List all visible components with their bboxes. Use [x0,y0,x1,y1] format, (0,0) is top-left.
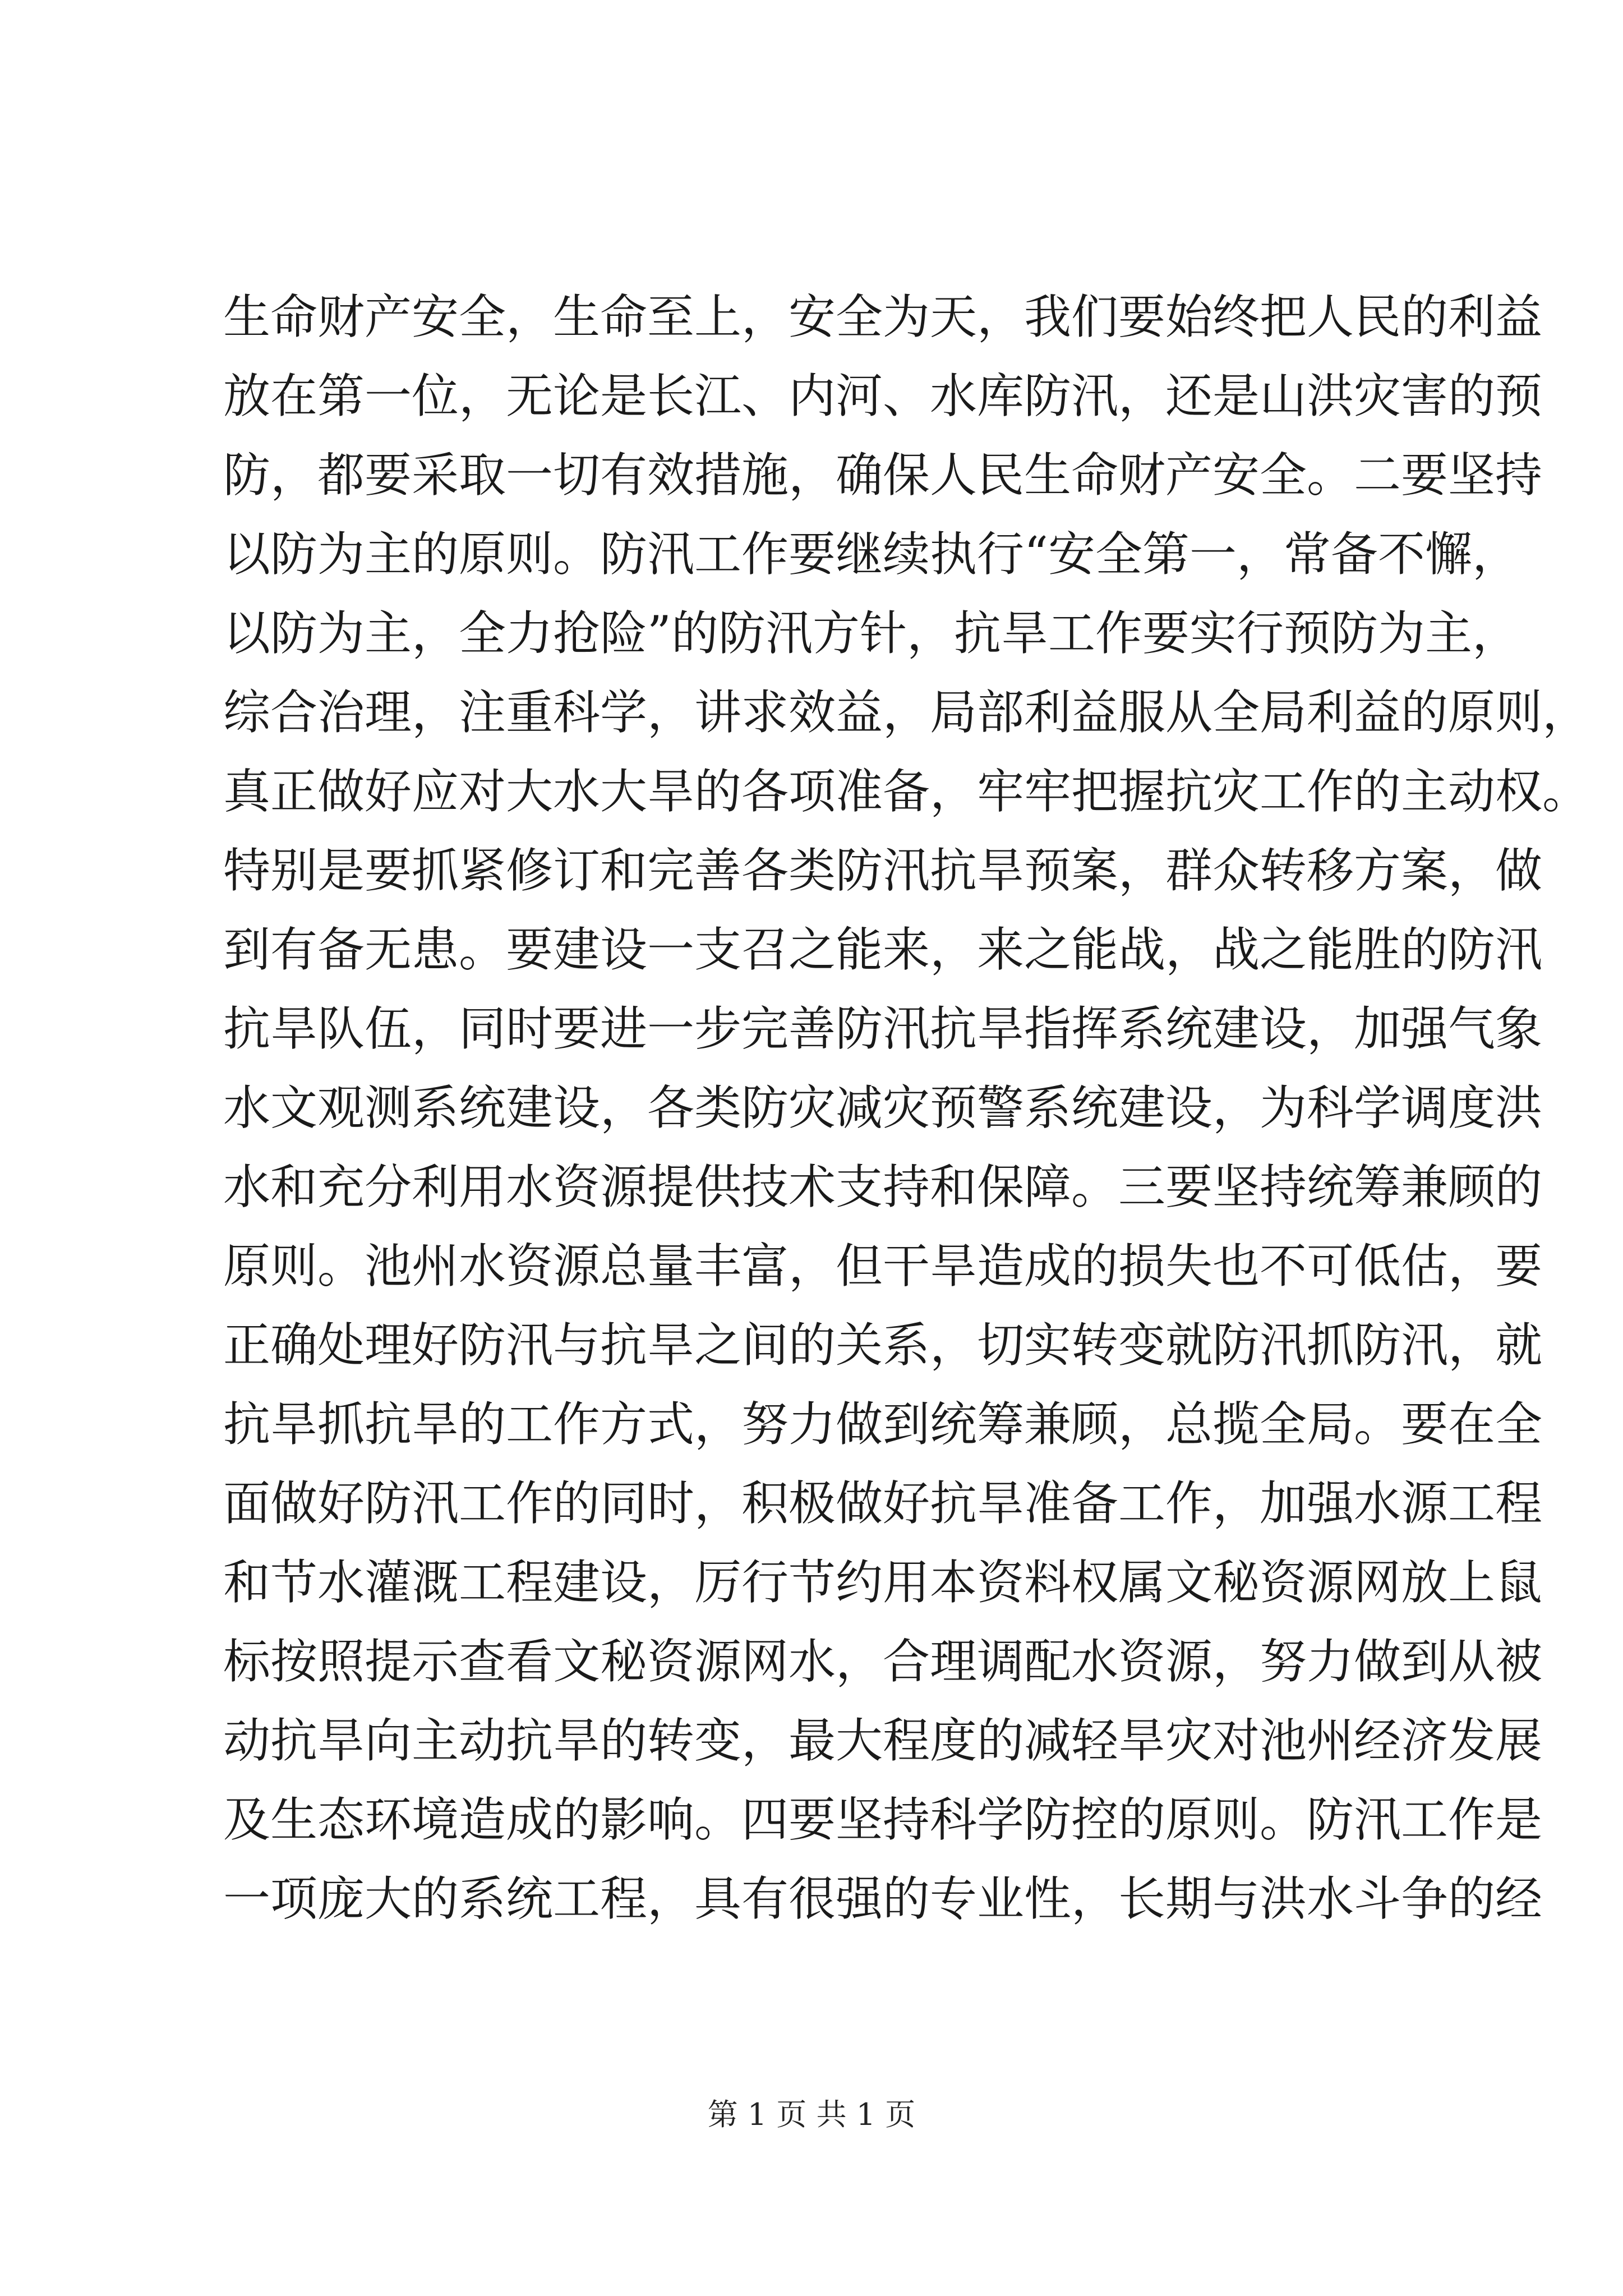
text-line: 防，都要采取一切有效措施，确保人民生命财产安全。二要坚持 [223,448,1543,503]
text-line: 抗旱队伍，同时要进一步完善防汛抗旱指挥系统建设，加强气象 [223,1001,1543,1056]
text-line: 以防为主，全力抢险”的防汛方针，抗旱工作要实行预防为主， [223,606,1519,661]
text-line: 一项庞大的系统工程，具有很强的专业性，长期与洪水斗争的经 [223,1871,1543,1926]
text-line: 和节水灌溉工程建设，厉行节约用本资料权属文秘资源网放上鼠 [223,1555,1543,1610]
text-line: 面做好防汛工作的同时，积极做好抗旱准备工作，加强水源工程 [223,1476,1543,1531]
text-line: 放在第一位，无论是长江、内河、水库防汛，还是山洪灾害的预 [223,369,1543,424]
text-line: 以防为主的原则。防汛工作要继续执行“安全第一，常备不懈， [223,527,1519,582]
text-line: 到有备无患。要建设一支召之能来，来之能战，战之能胜的防汛 [223,922,1543,977]
text-line: 及生态环境造成的影响。四要坚持科学防控的原则。防汛工作是 [223,1792,1543,1847]
text-line: 水文观测系统建设，各类防灾减灾预警系统建设，为科学调度洪 [223,1080,1543,1135]
text-line: 特别是要抓紧修订和完善各类防汛抗旱预案，群众转移方案，做 [223,843,1543,898]
text-line: 正确处理好防汛与抗旱之间的关系，切实转变就防汛抓防汛，就 [223,1318,1543,1373]
page-footer: 第 1 页 共 1 页 [707,2097,916,2132]
text-line: 水和充分利用水资源提供技术支持和保障。三要坚持统筹兼顾的 [223,1159,1543,1214]
text-line: 动抗旱向主动抗旱的转变，最大程度的减轻旱灾对池州经济发展 [223,1713,1543,1768]
text-line: 抗旱抓抗旱的工作方式，努力做到统筹兼顾，总揽全局。要在全 [223,1397,1543,1452]
text-line: 标按照提示查看文秘资源网水，合理调配水资源，努力做到从被 [223,1634,1543,1689]
text-line: 原则。池州水资源总量丰富，但干旱造成的损失也不可低估，要 [223,1239,1543,1294]
text-line: 综合治理，注重科学，讲求效益，局部利益服从全局利益的原则， [223,685,1590,740]
text-line: 真正做好应对大水大旱的各项准备，牢牢把握抗灾工作的主动权。 [223,764,1590,819]
text-line: 生命财产安全，生命至上，安全为天，我们要始终把人民的利益 [223,289,1543,344]
